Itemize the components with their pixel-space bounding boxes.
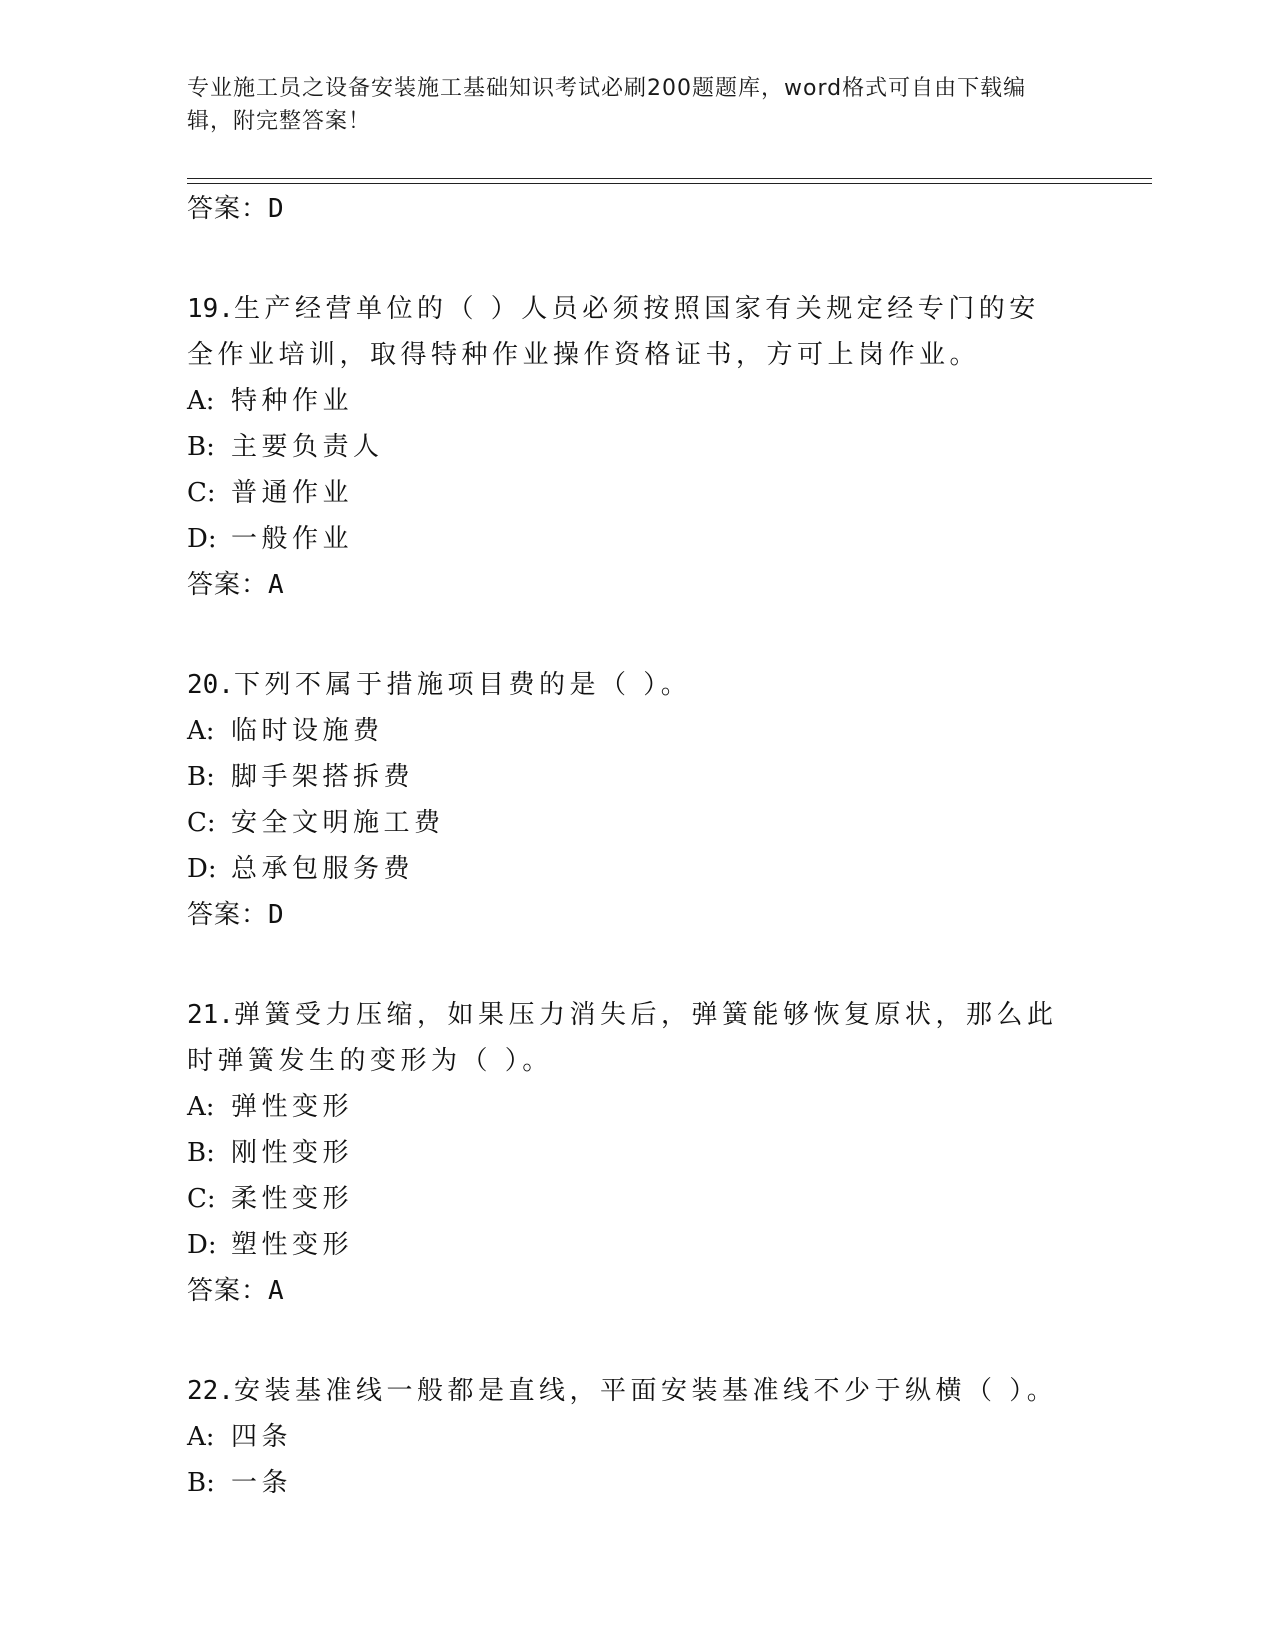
option-text: 一般作业 xyxy=(231,524,354,554)
question-text: 安装基准线一般都是直线，平面安装基准线不少于纵横（ ）。 xyxy=(233,1376,1058,1406)
question-20 xyxy=(187,662,1152,938)
answer-label: 答案： xyxy=(187,1276,269,1306)
option-b xyxy=(187,754,1152,800)
option-letter: B: xyxy=(187,1468,215,1498)
option-letter: B: xyxy=(187,762,215,792)
option-text: 安全文明施工费 xyxy=(231,808,445,838)
page-header-title: 专业施工员之设备安装施工基础知识考试必刷200题题库，word格式可自由下载编辑，附完整答案！ xyxy=(187,76,1027,134)
option-text: 主要负责人 xyxy=(231,432,384,462)
answer-line xyxy=(187,186,1152,232)
answer-label: 答案： xyxy=(187,900,269,930)
option-text: 弹性变形 xyxy=(231,1092,354,1122)
option-a xyxy=(187,1084,1152,1130)
question-22 xyxy=(187,1368,1152,1506)
option-b xyxy=(187,1130,1152,1176)
question-number: 21. xyxy=(187,1000,234,1030)
option-letter: C: xyxy=(187,808,216,838)
answer-value: D xyxy=(268,194,285,224)
answer-label: 答案： xyxy=(187,194,269,224)
option-b xyxy=(187,424,1152,470)
question-number: 20. xyxy=(187,670,234,700)
option-letter: A: xyxy=(187,1092,215,1122)
question-number: 19. xyxy=(187,294,234,324)
option-a xyxy=(187,1414,1152,1460)
option-text: 普通作业 xyxy=(231,478,354,508)
question-text: 下列不属于措施项目费的是（ ）。 xyxy=(233,670,692,700)
option-letter: D: xyxy=(187,1230,217,1260)
question-19 xyxy=(187,286,1152,608)
answer-line xyxy=(187,562,1152,608)
option-d xyxy=(187,516,1152,562)
option-c xyxy=(187,1176,1152,1222)
option-text: 脚手架搭拆费 xyxy=(231,762,415,792)
option-letter: D: xyxy=(187,524,217,554)
option-a xyxy=(187,708,1152,754)
answer-value: A xyxy=(268,570,285,600)
answer-line xyxy=(187,892,1152,938)
option-text: 临时设施费 xyxy=(231,716,384,746)
option-b xyxy=(187,1460,1152,1506)
option-text: 柔性变形 xyxy=(231,1184,354,1214)
option-letter: A: xyxy=(187,1422,215,1452)
option-text: 特种作业 xyxy=(231,386,354,416)
option-text: 塑性变形 xyxy=(231,1230,354,1260)
question-text: 弹簧受力压缩，如果压力消失后，弹簧能够恢复原状，那么此时弹簧发生的变形为（ ）。 xyxy=(187,1000,1058,1076)
question-stem xyxy=(187,286,1067,378)
option-c xyxy=(187,800,1152,846)
option-text: 一条 xyxy=(231,1468,293,1498)
question-stem xyxy=(187,992,1067,1084)
question-number: 22. xyxy=(187,1376,234,1406)
question-stem xyxy=(187,662,1067,708)
header-divider-second xyxy=(187,183,1152,184)
question-stem xyxy=(187,1368,1067,1414)
option-d xyxy=(187,846,1152,892)
option-letter: A: xyxy=(187,386,215,416)
option-text: 四条 xyxy=(231,1422,293,1452)
option-letter: C: xyxy=(187,1184,216,1214)
option-letter: D: xyxy=(187,854,217,884)
option-letter: A: xyxy=(187,716,215,746)
option-letter: C: xyxy=(187,478,216,508)
answer-value: A xyxy=(268,1276,285,1306)
answer-value: D xyxy=(268,900,285,930)
question-text: 生产经营单位的（ ）人员必须按照国家有关规定经专门的安全作业培训，取得特种作业操作资格证书，方可上岗作业。 xyxy=(187,294,1040,370)
answer-label: 答案： xyxy=(187,570,269,600)
option-text: 刚性变形 xyxy=(231,1138,354,1168)
option-letter: B: xyxy=(187,1138,215,1168)
question-21 xyxy=(187,992,1152,1314)
option-a xyxy=(187,378,1152,424)
option-letter: B: xyxy=(187,432,215,462)
question-list xyxy=(187,186,1152,1506)
option-d xyxy=(187,1222,1152,1268)
option-text: 总承包服务费 xyxy=(231,854,415,884)
answer-line xyxy=(187,1268,1152,1314)
header-divider xyxy=(187,178,1152,179)
option-c xyxy=(187,470,1152,516)
